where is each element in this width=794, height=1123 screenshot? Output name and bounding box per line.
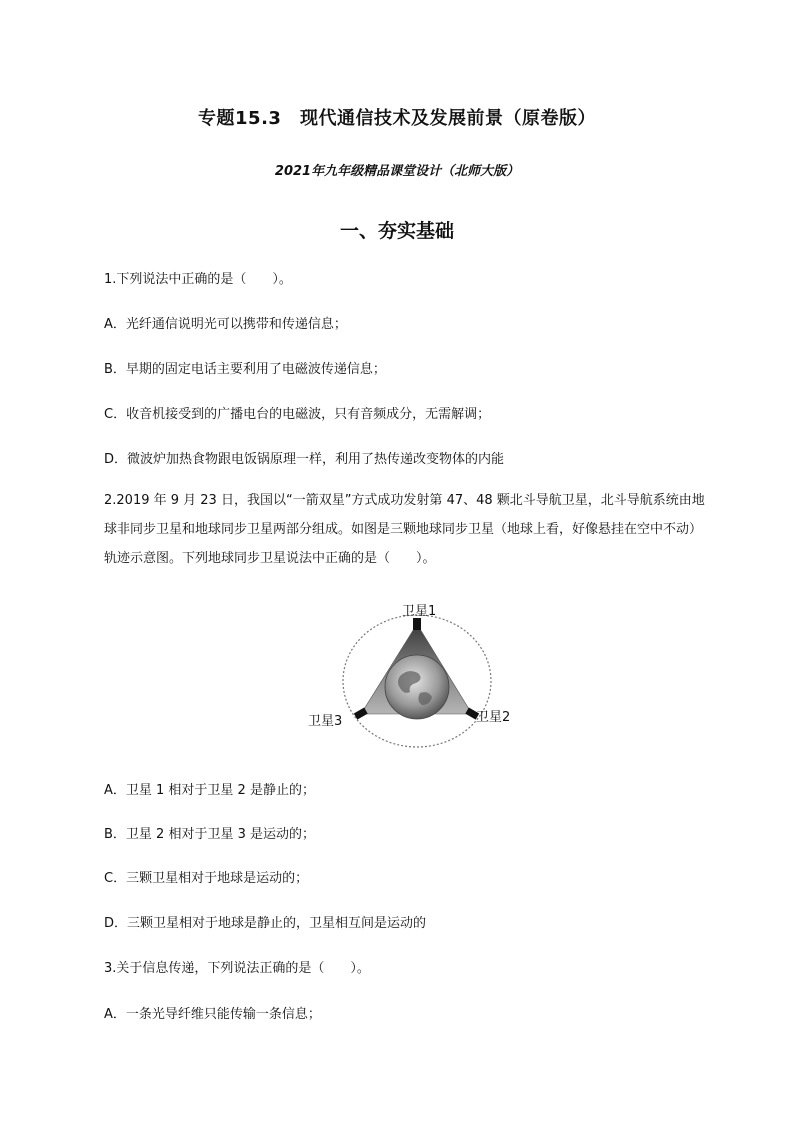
question-1-option-c: C．收音机接受到的广播电台的电磁波，只有音频成分，无需解调；: [104, 407, 491, 422]
question-3-stem: 3.关于信息传递，下列说法正确的是（ ）。: [104, 961, 370, 976]
section-heading: 一、夯实基础: [339, 220, 454, 242]
question-2-option-d: D．三颗卫星相对于地球是静止的，卫星相互间是运动的: [104, 916, 427, 931]
satellite-3-label: 卫星3: [308, 714, 343, 729]
question-2-stem: 2.2019 年 9 月 23 日，我国以“一箭双星”方式成功发射第 47、48 颗北斗导航卫星，北斗导航系统由地球非同步卫星和地球同步卫星两部分组成。如图是三颗地球同步卫星（地球上看，好像悬挂在空中不动）轨迹示意图。下列地球同步卫星说法中正确的是（ ）。: [104, 493, 705, 566]
question-2-option-b: B．卫星 2 相对于卫星 3 是运动的；: [104, 827, 315, 842]
question-1-stem: 1.下列说法中正确的是（ ）。: [104, 272, 292, 287]
document-subtitle: 2021年九年级精品课堂设计（北师大版）: [274, 164, 520, 179]
document-title: 专题15.3 现代通信技术及发展前景（原卷版）: [198, 108, 596, 129]
earth-globe: [385, 655, 449, 719]
satellite-2-label: 卫星2: [476, 710, 511, 725]
question-1-option-b: B．早期的固定电话主要利用了电磁波传递信息；: [104, 362, 386, 377]
question-1-option-d: D．微波炉加热食物跟电饭锅原理一样，利用了热传递改变物体的内能: [104, 452, 505, 467]
satellite-1-label: 卫星1: [402, 604, 437, 619]
question-2-option-c: C．三颗卫星相对于地球是运动的；: [104, 871, 309, 886]
satellite-1-icon: [413, 618, 421, 630]
satellite-orbit-figure: [300, 598, 530, 748]
question-3-option-a: A．一条光导纤维只能传输一条信息；: [104, 1007, 321, 1022]
question-2-option-a: A．卫星 1 相对于卫星 2 是静止的；: [104, 783, 315, 798]
question-1-option-a: A．光纤通信说明光可以携带和传递信息；: [104, 317, 347, 332]
